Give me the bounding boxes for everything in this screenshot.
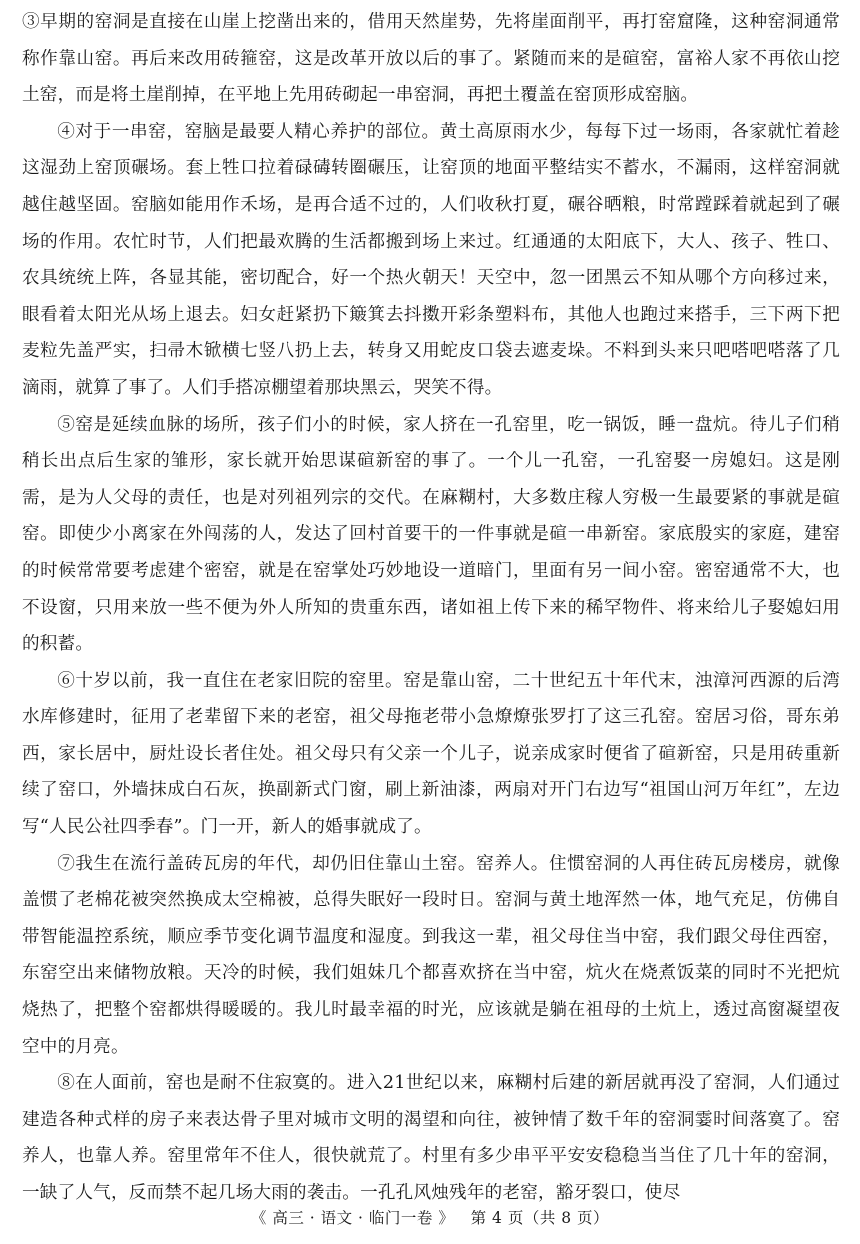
footer-page-number: 第 4 页（共 8 页）	[470, 1209, 610, 1227]
article-body	[22, 4, 840, 1212]
paragraph-5: ⑤窑是延续血脉的场所，孩子们小的时候，家人挤在一孔窑里，吃一锅饭，睡一盘炕。待儿子们稍稍长出点后生家的雏形，家长就开始思谋碹新窑的事了。一个儿一孔窑，一孔窑娶一房媳妇。这是刚需，是为人父母的责任，也是对列祖列宗的交代。在麻糊村，大多数庄稼人穷极一生最要紧的事就是碹窑。即使少小离家在外闯荡的人，发达了回村首要干的一件事就是碹一串新窑。家底殷实的家庭，建窑的时候常常要考虑建个密窑，就是在窑掌处巧妙地设一道暗门，里面有另一间小窑。密窑通常不大，也不设窗，只用来放一些不便为外人所知的贵重东西，诸如祖上传下来的稀罕物件、将来给儿子娶媳妇用的积蓄。	[22, 414, 840, 655]
paragraph-8: ⑧在人面前，窑也是耐不住寂寞的。进入21世纪以来，麻糊村后建的新居就再没了窑洞，人们通过建造各种式样的房子来表达骨子里对城市文明的渴望和向往，被钟情了数千年的窑洞霎时间落寞了。窑养人，也靠人养。窑里常年不住人，很快就荒了。村里有多少串平平安安稳稳当当住了几十年的窑洞，一缺了人气，反而禁不起几场大雨的袭击。一孔孔风烛残年的老窑，豁牙裂口，使尽	[22, 1073, 840, 1203]
paragraph-7: ⑦我生在流行盖砖瓦房的年代，却仍旧住靠山土窑。窑养人。住惯窑洞的人再住砖瓦房楼房，就像盖惯了老棉花被突然换成太空棉被，总得失眠好一段时日。窑洞与黄土地浑然一体，地气充足，仿佛自带智能温控系统，顺应季节变化调节温度和湿度。到我这一辈，祖父母住当中窑，我们跟父母住西窑，东窑空出来储物放粮。天冷的时候，我们姐妹几个都喜欢挤在当中窑，炕火在烧煮饭菜的同时不光把炕烧热了，把整个窑都烘得暖暖的。我儿时最幸福的时光，应该就是躺在祖母的土炕上，透过高窗凝望夜空中的月亮。	[22, 853, 840, 1057]
paragraph-4: ④对于一串窑，窑脑是最要人精心养护的部位。黄土高原雨水少，每每下过一场雨，各家就忙着趁这湿劲上窑顶碾场。套上牲口拉着碌碡转圈碾压，让窑顶的地面平整结实不蓄水，不漏雨，这样窑洞就越住越坚固。窑脑如能用作禾场，是再合适不过的，人们收秋打夏，碾谷晒粮，时常蹚踩着就起到了碾场的作用。农忙时节，人们把最欢腾的生活都搬到场上来过。红通通的太阳底下，大人、孩子、牲口、农具统统上阵，各显其能，密切配合，好一个热火朝天！天空中，忽一团黑云不知从哪个方向移过来，眼看着太阳光从场上退去。妇女赶紧扔下簸箕去抖擞开彩条塑料布，其他人也跑过来搭手，三下两下把麦粒先盖严实，扫帚木锨横七竖八扔上去，转身又用蛇皮口袋去遮麦垛。不料到头来只吧嗒吧嗒落了几滴雨，就算了事了。人们手搭凉棚望着那块黑云，哭笑不得。	[22, 121, 840, 398]
page-footer	[0, 1206, 860, 1230]
paragraph-6: ⑥十岁以前，我一直住在老家旧院的窑里。窑是靠山窑，二十世纪五十年代末，浊漳河西源的后湾水库修建时，征用了老辈留下来的老窑，祖父母拖老带小急燎燎张罗打了这三孔窑。窑居习俗，哥东弟西，家长居中，厨灶设长者住处。祖父母只有父亲一个儿子，说亲成家时便省了碹新窑，只是用砖重新续了窑口，外墙抹成白石灰，换副新式门窗，刷上新油漆，两扇对开门右边写“祖国山河万年红”，左边写“人民公社四季春”。门一开，新人的婚事就成了。	[22, 670, 840, 838]
paragraph-3: ③早期的窑洞是直接在山崖上挖凿出来的，借用天然崖势，先将崖面削平，再打窑窟隆，这种窑洞通常称作靠山窑。再后来改用砖箍窑，这是改革开放以后的事了。紧随而来的是碹窑，富裕人家不再依山挖土窑，而是将土崖削掉，在平地上先用砖砌起一串窑洞，再把土覆盖在窑顶形成窑脑。	[22, 12, 840, 106]
footer-course-title: 《 高三 · 语文 · 临门一卷 》	[250, 1209, 455, 1227]
